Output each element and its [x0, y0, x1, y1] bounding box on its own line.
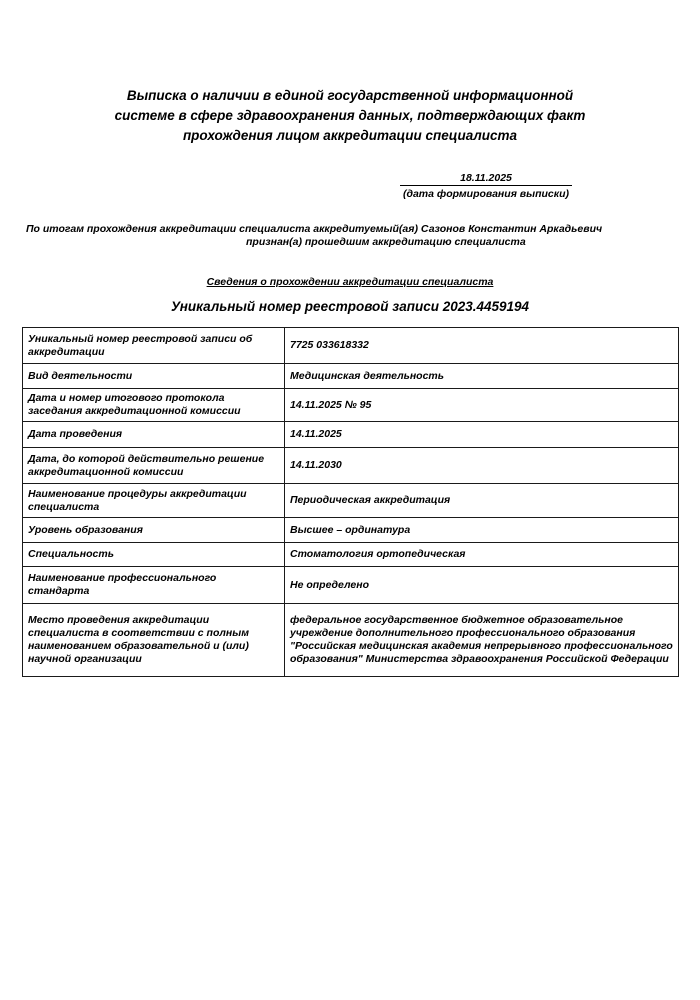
issue-date-caption: (дата формирования выписки) — [402, 188, 570, 200]
table-row — [23, 389, 679, 422]
title-line: системе в сфере здравоохранения данных, подтверждающих факт — [114, 108, 586, 123]
result-line-2: признан(а) прошедшим аккредитацию специалиста — [246, 236, 526, 248]
accreditation-info-table — [22, 327, 679, 677]
issue-date-value: 18.11.2025 — [400, 172, 572, 186]
row-label: Дата и номер итогового протокола заседания аккредитационной комиссии — [23, 389, 285, 422]
result-line-1: По итогам прохождения аккредитации специалиста аккредитуемый(ая) Сазонов Константин Аркадьевич — [26, 223, 603, 235]
row-value: Медицинская деятельность — [285, 364, 679, 389]
title-line: прохождения лицом аккредитации специалиста — [182, 128, 518, 143]
row-label: Наименование профессионального стандарта — [23, 567, 285, 604]
table-row — [23, 484, 679, 518]
table-row — [23, 364, 679, 389]
table-row — [23, 422, 679, 448]
table-row — [23, 448, 679, 484]
row-label: Дата проведения — [23, 422, 285, 448]
table-row — [23, 567, 679, 604]
row-value: Не определено — [285, 567, 679, 604]
issue-date-block — [400, 172, 572, 201]
row-value: 14.11.2030 — [285, 448, 679, 484]
row-label: Уровень образования — [23, 518, 285, 543]
row-value: Высшее – ординатура — [285, 518, 679, 543]
row-label: Место проведения аккредитации специалиста в соответствии с полным наименованием образовательной и (или) научной организации — [23, 604, 285, 677]
document-title — [0, 86, 700, 146]
row-value: 14.11.2025 — [285, 422, 679, 448]
table-row — [23, 604, 679, 677]
row-value: 14.11.2025 № 95 — [285, 389, 679, 422]
row-value: Периодическая аккредитация — [285, 484, 679, 518]
table-row — [23, 518, 679, 543]
row-value: федеральное государственное бюджетное образовательное учреждение дополнительного профессионального образования "Российская медицинская академия непрерывного профессионального образования" Министерства здравоохранения Российской Федерации — [285, 604, 679, 677]
table-row — [23, 328, 679, 364]
title-line: Выписка о наличии в единой государственной информационной — [126, 88, 574, 103]
row-value: 7725 033618332 — [285, 328, 679, 364]
table-row — [23, 543, 679, 567]
row-value: Стоматология ортопедическая — [285, 543, 679, 567]
row-label: Наименование процедуры аккредитации специалиста — [23, 484, 285, 518]
section-title: Сведения о прохождении аккредитации специалиста — [206, 276, 494, 288]
registry-record-number: Уникальный номер реестровой записи 2023.4459194 — [170, 299, 530, 314]
row-label: Вид деятельности — [23, 364, 285, 389]
row-label: Уникальный номер реестровой записи об аккредитации — [23, 328, 285, 364]
row-label: Специальность — [23, 543, 285, 567]
row-label: Дата, до которой действительно решение аккредитационной комиссии — [23, 448, 285, 484]
